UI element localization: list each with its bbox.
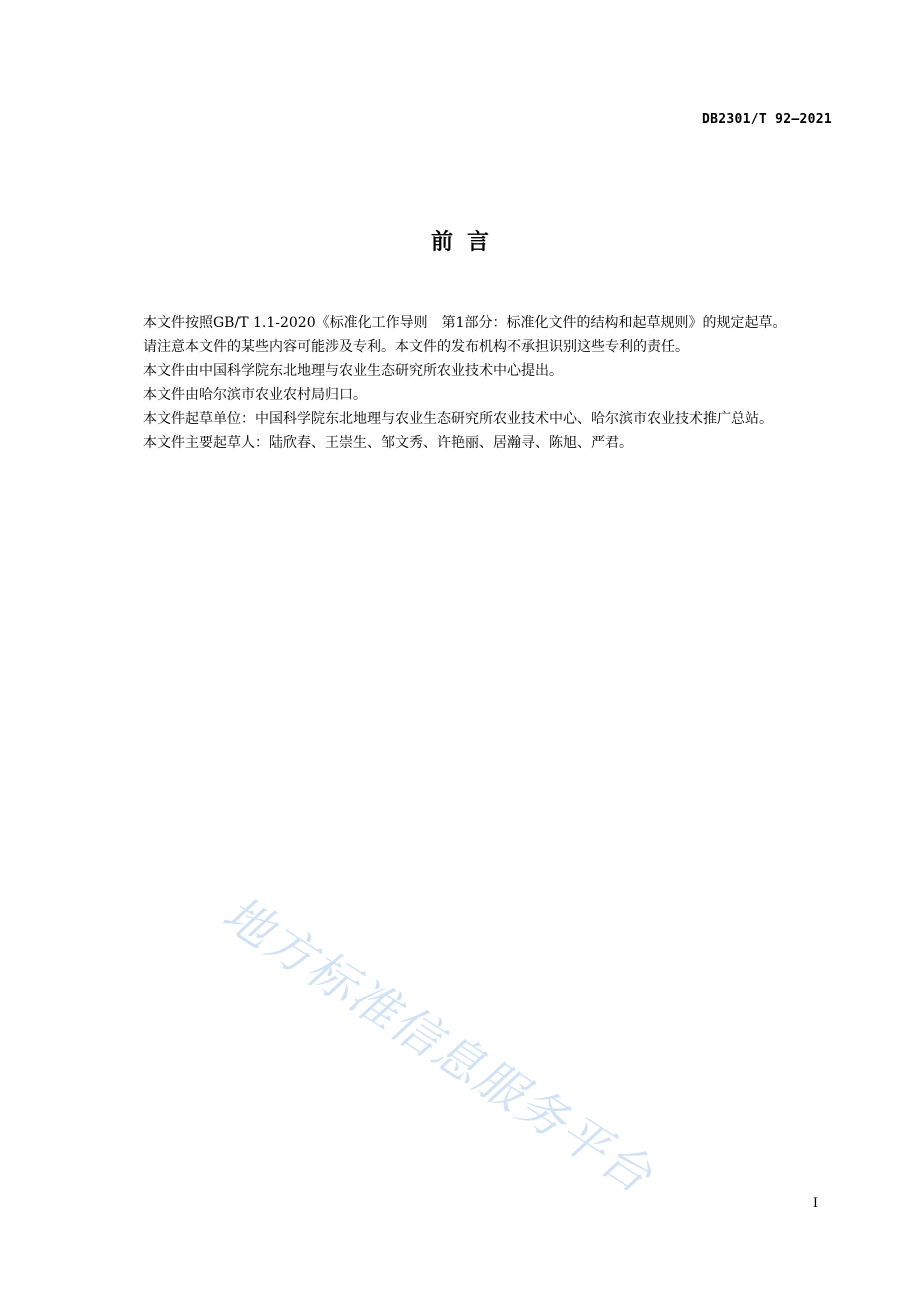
- paragraph-proposer: 本文件由中国科学院东北地理与农业生态研究所农业技术中心提出。: [143, 363, 563, 379]
- document-code: DB2301/T 92—2021: [701, 112, 832, 127]
- paragraph-drafters: 本文件主要起草人：陆欣春、王崇生、邹文秀、许艳丽、居瀚寻、陈旭、严君。: [143, 435, 633, 451]
- page-title: 前言: [430, 230, 503, 255]
- page-number: I: [812, 1196, 818, 1211]
- watermark-text: 地方标准信息服务平台: [212, 885, 663, 1205]
- foreword-body: [110, 311, 832, 455]
- paragraph-patent-notice: 请注意本文件的某些内容可能涉及专利。本文件的发布机构不承担识别这些专利的责任。: [143, 339, 689, 355]
- paragraph-drafting-rules: 本文件按照GB/T 1.1-2020《标准化工作导则 第1部分：标准化文件的结构和起草规则》的规定起草。: [143, 315, 787, 331]
- paragraph-drafting-units: 本文件起草单位：中国科学院东北地理与农业生态研究所农业技术中心、哈尔滨市农业技术推广总站。: [143, 411, 773, 427]
- paragraph-administrator: 本文件由哈尔滨市农业农村局归口。: [143, 387, 367, 403]
